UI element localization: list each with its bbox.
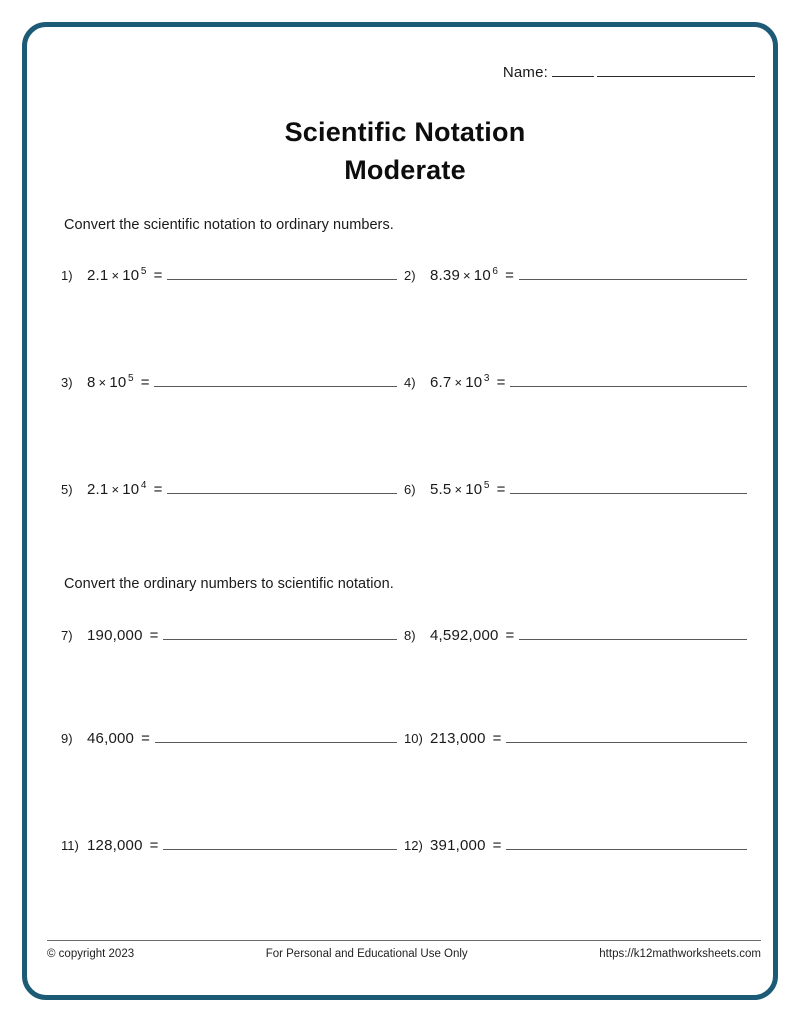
equals-sign: = — [492, 730, 502, 747]
answer-blank[interactable] — [510, 481, 747, 494]
name-label: Name: — [502, 64, 548, 81]
problem-item-2 — [404, 267, 749, 284]
problem-value: 4,592,000 — [430, 627, 499, 644]
name-field[interactable] — [503, 63, 755, 81]
equals-sign: = — [141, 730, 150, 747]
section-2-instruction: Convert the ordinary numbers to scientific notation. — [64, 576, 394, 592]
equals-sign: = — [149, 627, 159, 644]
answer-blank[interactable] — [519, 267, 747, 280]
answer-blank[interactable] — [510, 374, 747, 387]
title-line-secondary: Moderate — [344, 155, 466, 185]
problem-expression: 5.5 × 10 $^5$ — [430, 480, 490, 498]
problem-item-1 — [61, 267, 401, 284]
problem-item-4 — [404, 374, 749, 391]
problem-item-9 — [61, 730, 401, 747]
problem-item-7 — [61, 627, 401, 644]
problem-item-3 — [61, 374, 401, 391]
equals-sign: = — [492, 837, 502, 854]
answer-blank[interactable] — [167, 267, 397, 280]
problem-value: 128,000 — [87, 837, 143, 854]
title-line-primary: Scientific Notation — [284, 117, 526, 147]
problem-number: 3) — [61, 375, 73, 390]
problem-number: 1) — [61, 268, 73, 283]
problem-item-10 — [404, 730, 749, 747]
footer-divider — [47, 940, 761, 941]
equals-sign: = — [153, 481, 163, 498]
equals-sign: = — [153, 267, 163, 284]
problem-expression: 8.39 × 10 $^6$ — [430, 266, 499, 284]
answer-blank[interactable] — [163, 837, 397, 850]
problem-number: 10) — [404, 731, 423, 746]
problem-expression: 2.1 × 10 $^4$ — [87, 480, 147, 498]
problem-value: 391,000 — [430, 837, 486, 854]
problem-item-11 — [61, 837, 401, 854]
problem-number: 6) — [404, 482, 416, 497]
problem-item-12 — [404, 837, 749, 854]
problem-item-6 — [404, 481, 749, 498]
problem-number: 11) — [61, 838, 79, 853]
name-blank-segment-1[interactable] — [552, 63, 594, 77]
equals-sign: = — [496, 481, 506, 498]
problem-item-5 — [61, 481, 401, 498]
page-title — [27, 113, 783, 189]
worksheet-content — [27, 27, 783, 1005]
equals-sign: = — [505, 267, 514, 284]
equals-sign: = — [140, 374, 150, 391]
problem-expression: 6.7 × 10 $^3$ — [430, 373, 490, 391]
answer-blank[interactable] — [155, 730, 397, 743]
footer-usage-notice: For Personal and Educational Use Only — [265, 948, 468, 960]
problem-number: 9) — [61, 731, 73, 746]
equals-sign: = — [496, 374, 506, 391]
problem-expression: 8 × 10 $^5$ — [87, 373, 134, 391]
problem-value: 190,000 — [87, 627, 143, 644]
footer-url[interactable]: https://k12mathworksheets.com — [599, 948, 761, 960]
problem-number: 5) — [61, 482, 73, 497]
section-1-instruction: Convert the scientific notation to ordinary numbers. — [64, 217, 394, 233]
answer-blank[interactable] — [519, 627, 747, 640]
problem-value: 213,000 — [430, 730, 486, 747]
answer-blank[interactable] — [167, 481, 397, 494]
problem-number: 4) — [404, 375, 416, 390]
name-blank-segment-2[interactable] — [597, 63, 755, 77]
equals-sign: = — [149, 837, 159, 854]
footer — [47, 948, 761, 960]
equals-sign: = — [505, 627, 515, 644]
answer-blank[interactable] — [506, 837, 747, 850]
footer-copyright: © copyright 2023 — [47, 948, 135, 960]
answer-blank[interactable] — [506, 730, 747, 743]
problem-item-8 — [404, 627, 749, 644]
answer-blank[interactable] — [163, 627, 397, 640]
problem-number: 7) — [61, 628, 73, 643]
problem-value: 46,000 — [87, 730, 135, 747]
problem-number: 8) — [404, 628, 416, 643]
worksheet-border-frame — [22, 22, 778, 1000]
problem-number: 12) — [404, 838, 423, 853]
problem-number: 2) — [404, 268, 416, 283]
problem-expression: 2.1 × 10 $^5$ — [87, 266, 147, 284]
answer-blank[interactable] — [154, 374, 397, 387]
